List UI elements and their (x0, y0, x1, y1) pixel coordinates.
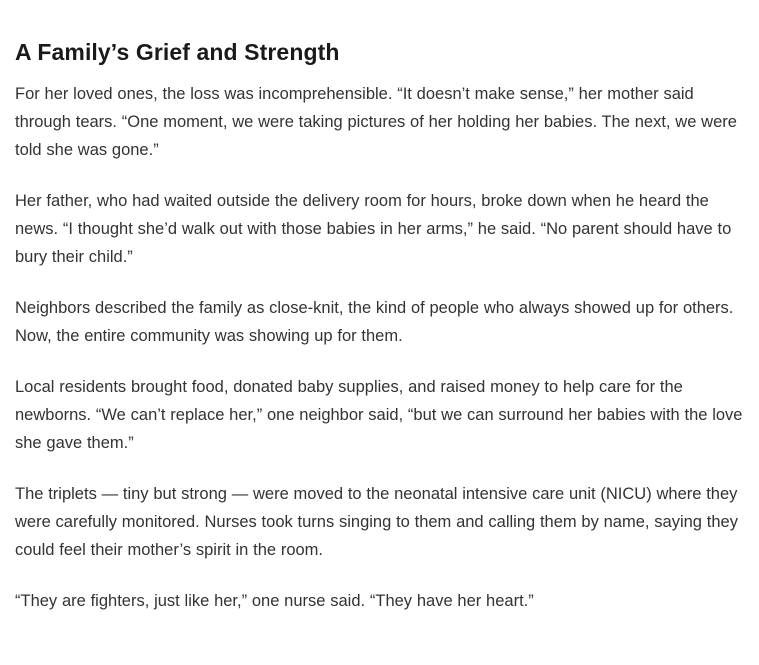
article (15, 36, 750, 638)
article-paragraph: Her father, who had waited outside the delivery room for hours, broke down when he heard the news. “I thought she’d walk out with those babies in her arms,” he said. “No parent should have to bury their child.” (15, 192, 732, 266)
article-heading: A Family’s Grief and Strength (15, 39, 340, 65)
article-paragraph: For her loved ones, the loss was incomprehensible. “It doesn’t make sense,” her mother said through tears. “One moment, we were taking pictures of her holding her babies. The next, we were told she was gone.” (15, 85, 737, 159)
article-paragraph: Neighbors described the family as close-knit, the kind of people who always showed up for others. Now, the entire community was showing up for them. (15, 299, 734, 345)
article-paragraph: Local residents brought food, donated baby supplies, and raised money to help care for the newborns. “We can’t replace her,” one neighbor said, “but we can surround her babies with the love she gave them.” (15, 378, 743, 452)
article-paragraph: “They are fighters, just like her,” one nurse said. “They have her heart.” (15, 592, 534, 610)
article-paragraph: The triplets — tiny but strong — were moved to the neonatal intensive care unit (NICU) where they were carefully monitored. Nurses took turns singing to them and calling them by name, saying they could feel their mother’s spirit in the room. (15, 485, 738, 559)
